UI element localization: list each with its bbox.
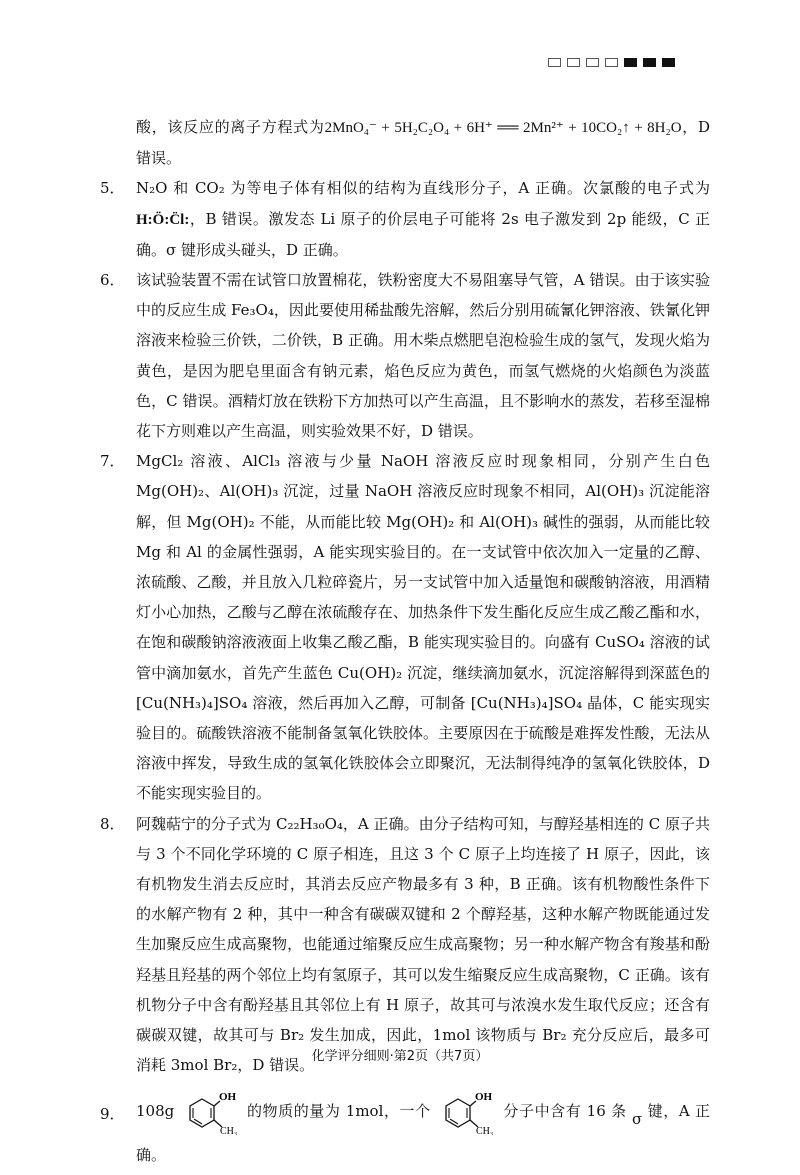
q9-text-c: 分子中含有 16 条 [503,1101,627,1120]
q9-text-b: 的物质的量为 1mol，一个 [246,1101,431,1120]
oh-label: OH [218,1090,236,1103]
q7-text: MgCl₂ 溶液、AlCl₃ 溶液与少量 NaOH 溶液反应时现象相同，分别产生白色 Mg(OH)₂、Al(OH)₃ 沉淀，过量 NaOH 溶液反应时现象不相同，Al(OH)₃ 沉淀能溶解，但 Mg(OH)₂ 不能，从而能比较 Mg(OH)₂ 和 Al(OH)₃ 碱性的强弱，从而能比较 Mg 和 Al 的金属性强弱，A 能实现实验目的。在一支试管中依次加入一定量的乙醇、浓硫酸、乙酸，并且放入几粒碎瓷片，另一支试管中加入适量饱和碳酸钠溶液，用酒精灯小心加热，乙酸与乙醇在浓硫酸存在、加热条件下发生酯化反应生成乙酸乙酯和水，在饱和碳酸钠溶液液面上收集乙酸乙酯，B 能实现实验目的。向盛有 CuSO₄ 溶液的试管中滴加氨水，首先产生蓝色 Cu(OH)₂ 沉淀，继续滴加氨水，沉淀溶解得到深蓝色的 [Cu(NH₃)₄]SO₄ 溶液，然后再加入乙醇，可制备 [Cu(NH₃)₄]SO₄ 晶体，C 能实现实验目的。硫酸铁溶液不能制备氢氧化铁胶体。主要原因在于硫酸是难挥发性酸，无法从溶液中挥发，导致生成的氢氧化铁胶体会立即聚沉，无法制得纯净的氢氧化铁胶体，D 不能实现实验目的。 [136,452,710,803]
q8-text: 阿魏萜宁的分子式为 C₂₂H₃₀O₄，A 正确。由分子结构可知，与醇羟基相连的 C 原子共与 3 个不同化学环境的 C 原子相连，且这 3 个 C 原子上均连接了 H 原子，因此，该有机物发生消去反应时，其消去反应产物最多有 3 种，B 正确。该有机物酸性条件下的水解产物有 2 种，其中一种含有碳碳双键和 2 个醇羟基，这种水解产物既能通过发生加聚反应生成高聚物，也能通过缩聚反应生成高聚物；另一种水解产物含有羧基和酚羟基且羟基的两个邻位上均有氢原子，其可以发生缩聚反应生成高聚物，C 正确。该有机物分子中含有酚羟基且其邻位上有 H 原子，故其可与浓溴水发生取代反应；还含有碳碳双键，故其可与 Br₂ 发生加成，因此，1mol 该物质与 Br₂ 充分反应后，最多可消耗 3mol Br₂，D 错误。 [136,814,710,1075]
o-cresol-structure-1 [182,1089,240,1135]
q5-text-a: N₂O 和 CO₂ 为等电子体有相似的结构为直线形分子，A 正确。次氯酸的电子式为 [136,179,710,198]
ch3-label: CH₃ [219,1125,237,1135]
answer-item-8 [100,809,710,1081]
header-mark [548,58,561,67]
answer-content [100,112,710,1175]
answer-item-5 [100,173,710,265]
answer-item-6 [100,265,710,446]
header-mark [567,58,580,67]
q9-text-d: 键，A 正确。 [136,1101,710,1164]
header-mark [643,58,656,67]
paragraph-continuation [100,112,710,173]
sigma-symbol: σ [632,1109,643,1128]
ch3-label: CH₃ [476,1125,494,1135]
q6-text: 该试验装置不需在试管口放置棉花，铁粉密度大不易阻塞导气管，A 错误。由于该实验中的反应生成 Fe₃O₄，因此要使用稀盐酸先溶解，然后分别用硫氰化钾溶液、铁氰化钾溶液来检验三价铁，二价铁，B 正确。用木柴点燃肥皂泡检验生成的氢气，发现火焰为黄色，是因为肥皂里面含有钠元素，焰色反应为黄色，而氢气燃烧的火焰颜色为淡蓝色，C 错误。酒精灯放在铁粉下方加热可以产生高温，且不影响水的蒸发，若移至湿棉花下方则难以产生高温，则实验效果不好，D 错误。 [136,271,710,441]
header-mark [662,58,675,67]
page-footer: 化学评分细则·第2页（共7页） [311,1049,489,1064]
header-marks [548,58,675,67]
oh-label: OH [475,1090,493,1103]
q9-text-a: 108g [136,1101,175,1120]
electron-formula: H:Ö:C̈l: [136,211,190,228]
header-mark [605,58,618,67]
p0-text-b: ，D 错误。 [136,118,710,168]
p0-text-a: 酸，该反应的离子方程式为 [136,118,325,136]
item-number: 7． [100,452,125,471]
q5-text-b: ，B 错误。激发态 Li 原子的价层电子可能将 2s 电子激发到 2p 能级，C 正确。σ 键形成头碰头，D 正确。 [136,209,710,259]
o-cresol-structure-2 [438,1089,496,1135]
item-number: 5． [100,179,125,198]
ionic-equation: 2MnO₄⁻ + 5H₂C₂O₄ + 6H⁺ ══ 2Mn²⁺ + 10CO₂↑ + 8H₂O [324,120,682,136]
header-mark [586,58,599,67]
header-mark [624,58,637,67]
item-number: 8． [100,814,125,833]
answer-item-7 [100,446,710,808]
item-number: 9． [100,1104,125,1123]
item-number: 6． [100,271,125,290]
